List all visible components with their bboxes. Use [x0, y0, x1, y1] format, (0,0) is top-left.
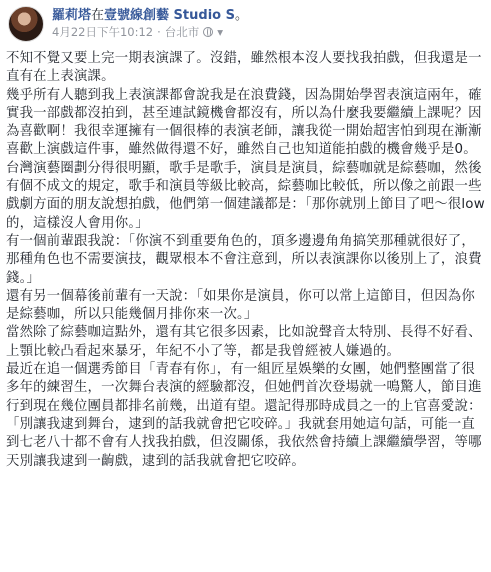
post-paragraph: 台灣演藝圈劃分得很明顯，歌手是歌手，演員是演員，綜藝咖就是綜藝咖，然後有個不成文的規定，歌手和演員等級比較高，綜藝咖比較低，所以像之前跟一些戲劇方面的朋友說想拍戲，他們第一個建議都是：「那你就別上節目了吧～很low的，這樣沒人會用你。」: [6, 160, 485, 231]
avatar[interactable]: [8, 6, 44, 42]
timestamp-link[interactable]: 4月22日下午10:12: [52, 25, 154, 39]
post-paragraph: 還有另一個幕後前輩有一天說：「如果你是演員，你可以常上這節目，但因為你是綜藝咖，所以只能幾個月排你來一次。」: [6, 288, 475, 323]
post-paragraph: 幾乎所有人聽到我上表演課都會說我是在浪費錢，因為開始學習表演這兩年，確實我一部戲都沒拍到，甚至連試鏡機會都沒有，所以為什麼我要繼續上課呢？因為喜歡啊！我很幸運擁有一個很棒的表演老師，讓我從一開始超害怕到現在漸漸喜歡上演戲這件事，雖然做得還不好，雖然自己也知道能拍戲的機會幾乎是0。: [6, 87, 482, 158]
at-text: 在: [91, 8, 105, 23]
author-name-link[interactable]: 羅莉塔: [52, 8, 92, 23]
timestamp-line: [52, 24, 248, 40]
globe-icon: [203, 27, 213, 37]
post-paragraph: 最近在追一個選秀節目「青春有你」，有一組匠星娛樂的女團，她們整團當了很多年的練習生，一次舞台表演的經驗都沒，但她們首次登場就一鳴驚人，節目進行到現在幾位團員都排名前幾，出道有望。還記得那時成員之一的上官喜愛說：「別讓我逮到舞台，逮到的話我就會把它咬碎。」我就套用她這句話，可能一直到七老八十都不會有人找我拍戲，但沒關係，我依然會持續上課繼續學習，等哪天別讓我逮到一齣戲，逮到的話我就會把它咬碎。: [6, 362, 482, 469]
suffix-text: 。: [234, 8, 248, 23]
post-paragraph: 有一個前輩跟我說：「你演不到重要角色的，頂多邊邊角角搞笑那種就很好了，那種角色也不需要演技，觀眾根本不會注意到，所以表演課你以後別上了，浪費錢。」: [6, 233, 482, 286]
post-paragraph: 不知不覺又要上完一期表演課了。沒錯，雖然根本沒人要找我拍戲，但我還是一直有在上表演課。: [6, 51, 482, 85]
separator-dot: ·: [157, 25, 161, 39]
post-paragraph: 當然除了綜藝咖這點外，還有其它很多因素，比如說聲音太特別、長得不好看、上顎比較凸看起來暴牙，年紀不小了等，都是我曾經被人嫌過的。: [6, 325, 482, 359]
post-meta: [52, 7, 248, 40]
post-header: [8, 6, 248, 46]
location-link[interactable]: 台北市: [164, 25, 200, 39]
page-name-link[interactable]: 壹號線創藝 Studio S: [104, 8, 235, 23]
chevron-down-icon[interactable]: ▾: [217, 25, 224, 39]
author-line: [52, 7, 248, 24]
post-body: [6, 50, 486, 471]
